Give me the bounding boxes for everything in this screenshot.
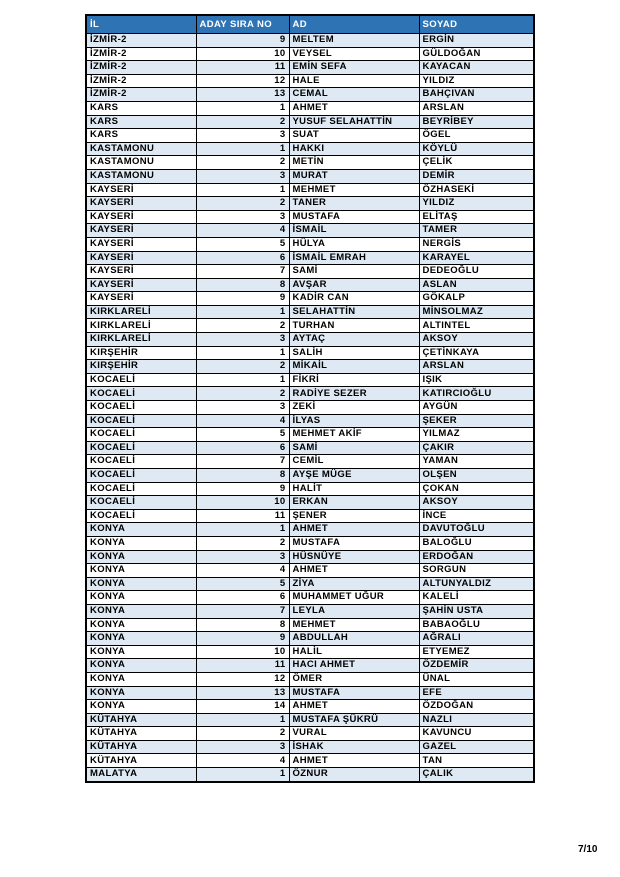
table-row	[86, 768, 534, 782]
table-row	[86, 604, 534, 618]
ad-cell: İSHAK	[289, 740, 419, 754]
sira-no-cell: 13	[196, 686, 289, 700]
il-cell: KOCAELİ	[86, 373, 196, 387]
ad-cell: SAMİ	[289, 441, 419, 455]
soyad-cell: YILMAZ	[419, 428, 534, 442]
table-row	[86, 183, 534, 197]
il-cell: KASTAMONU	[86, 142, 196, 156]
soyad-cell: ÇELİK	[419, 156, 534, 170]
table-row	[86, 659, 534, 673]
soyad-cell: ÖZDEMİR	[419, 659, 534, 673]
sira-no-cell: 1	[196, 373, 289, 387]
table-row	[86, 115, 534, 129]
il-cell: KARS	[86, 129, 196, 143]
ad-cell: ÖZNUR	[289, 768, 419, 782]
table-row	[86, 142, 534, 156]
ad-cell: MELTEM	[289, 34, 419, 48]
sira-no-cell: 5	[196, 577, 289, 591]
soyad-cell: GÖKALP	[419, 292, 534, 306]
soyad-cell: BALOĞLU	[419, 536, 534, 550]
ad-cell: SELAHATTİN	[289, 305, 419, 319]
sira-no-cell: 3	[196, 401, 289, 415]
soyad-cell: ÇOKAN	[419, 482, 534, 496]
sira-no-cell: 3	[196, 210, 289, 224]
soyad-cell: BAHÇIVAN	[419, 88, 534, 102]
soyad-cell: GÜLDOĞAN	[419, 47, 534, 61]
soyad-cell: KARAYEL	[419, 251, 534, 265]
ad-cell: İLYAS	[289, 414, 419, 428]
ad-cell: ERKAN	[289, 496, 419, 510]
il-cell: KONYA	[86, 550, 196, 564]
ad-cell: İSMAİL EMRAH	[289, 251, 419, 265]
ad-cell: ZİYA	[289, 577, 419, 591]
ad-cell: ŞENER	[289, 509, 419, 523]
il-cell: KÜTAHYA	[86, 754, 196, 768]
ad-cell: EMİN SEFA	[289, 61, 419, 75]
table-row	[86, 101, 534, 115]
ad-cell: AHMET	[289, 700, 419, 714]
ad-cell: MURAT	[289, 169, 419, 183]
ad-cell: YUSUF SELAHATTİN	[289, 115, 419, 129]
il-cell: KOCAELİ	[86, 428, 196, 442]
column-header-aday-sira-no: ADAY SIRA NO	[196, 15, 289, 34]
soyad-cell: NAZLI	[419, 713, 534, 727]
il-cell: KOCAELİ	[86, 469, 196, 483]
il-cell: KASTAMONU	[86, 169, 196, 183]
il-cell: KONYA	[86, 618, 196, 632]
sira-no-cell: 1	[196, 523, 289, 537]
table-row	[86, 645, 534, 659]
il-cell: KARS	[86, 101, 196, 115]
ad-cell: MUSTAFA ŞÜKRÜ	[289, 713, 419, 727]
soyad-cell: AĞRALI	[419, 632, 534, 646]
il-cell: İZMİR-2	[86, 61, 196, 75]
sira-no-cell: 1	[196, 305, 289, 319]
sira-no-cell: 12	[196, 672, 289, 686]
sira-no-cell: 1	[196, 142, 289, 156]
soyad-cell: IŞIK	[419, 373, 534, 387]
table-row	[86, 686, 534, 700]
sira-no-cell: 6	[196, 591, 289, 605]
il-cell: KIRŞEHİR	[86, 360, 196, 374]
table-row	[86, 672, 534, 686]
ad-cell: KADİR CAN	[289, 292, 419, 306]
ad-cell: MİKAİL	[289, 360, 419, 374]
sira-no-cell: 1	[196, 183, 289, 197]
ad-cell: HALİL	[289, 645, 419, 659]
sira-no-cell: 10	[196, 496, 289, 510]
soyad-cell: AKSOY	[419, 333, 534, 347]
soyad-cell: ŞEKER	[419, 414, 534, 428]
table-row	[86, 740, 534, 754]
il-cell: KONYA	[86, 564, 196, 578]
ad-cell: MUSTAFA	[289, 210, 419, 224]
table-row	[86, 237, 534, 251]
table-row	[86, 61, 534, 75]
column-header-ad: AD	[289, 15, 419, 34]
table-row	[86, 360, 534, 374]
ad-cell: MUHAMMET UĞUR	[289, 591, 419, 605]
soyad-cell: DEDEOĞLU	[419, 265, 534, 279]
table-row	[86, 618, 534, 632]
soyad-cell: ERDOĞAN	[419, 550, 534, 564]
ad-cell: MEHMET	[289, 618, 419, 632]
soyad-cell: ELİTAŞ	[419, 210, 534, 224]
sira-no-cell: 3	[196, 740, 289, 754]
table-row	[86, 346, 534, 360]
table-row	[86, 251, 534, 265]
il-cell: KONYA	[86, 672, 196, 686]
soyad-cell: OLŞEN	[419, 469, 534, 483]
ad-cell: MUSTAFA	[289, 536, 419, 550]
soyad-cell: ERGİN	[419, 34, 534, 48]
sira-no-cell: 6	[196, 251, 289, 265]
soyad-cell: TAN	[419, 754, 534, 768]
sira-no-cell: 1	[196, 101, 289, 115]
table-row	[86, 88, 534, 102]
sira-no-cell: 11	[196, 659, 289, 673]
table-row	[86, 387, 534, 401]
table-row	[86, 469, 534, 483]
il-cell: KAYSERİ	[86, 197, 196, 211]
il-cell: KONYA	[86, 536, 196, 550]
il-cell: KOCAELİ	[86, 387, 196, 401]
il-cell: KOCAELİ	[86, 414, 196, 428]
table-row	[86, 265, 534, 279]
sira-no-cell: 13	[196, 88, 289, 102]
table-row	[86, 496, 534, 510]
soyad-cell: KAVUNCU	[419, 727, 534, 741]
il-cell: KAYSERİ	[86, 251, 196, 265]
ad-cell: MUSTAFA	[289, 686, 419, 700]
il-cell: KIRKLARELİ	[86, 305, 196, 319]
table-row	[86, 455, 534, 469]
il-cell: KAYSERİ	[86, 265, 196, 279]
il-cell: MALATYA	[86, 768, 196, 782]
il-cell: KAYSERİ	[86, 224, 196, 238]
ad-cell: CEMAL	[289, 88, 419, 102]
soyad-cell: YILDIZ	[419, 197, 534, 211]
table-row	[86, 319, 534, 333]
sira-no-cell: 9	[196, 482, 289, 496]
sira-no-cell: 9	[196, 34, 289, 48]
table-row	[86, 550, 534, 564]
sira-no-cell: 2	[196, 727, 289, 741]
table-row	[86, 156, 534, 170]
il-cell: KOCAELİ	[86, 496, 196, 510]
il-cell: KASTAMONU	[86, 156, 196, 170]
sira-no-cell: 9	[196, 632, 289, 646]
table-row	[86, 333, 534, 347]
ad-cell: AYTAÇ	[289, 333, 419, 347]
il-cell: KIRŞEHİR	[86, 346, 196, 360]
ad-cell: İSMAİL	[289, 224, 419, 238]
soyad-cell: ÖZDOĞAN	[419, 700, 534, 714]
table-row	[86, 441, 534, 455]
il-cell: KÜTAHYA	[86, 727, 196, 741]
soyad-cell: KATIRCIOĞLU	[419, 387, 534, 401]
soyad-cell: AKSOY	[419, 496, 534, 510]
sira-no-cell: 3	[196, 129, 289, 143]
soyad-cell: DEMİR	[419, 169, 534, 183]
il-cell: KARS	[86, 115, 196, 129]
sira-no-cell: 7	[196, 604, 289, 618]
table-row	[86, 482, 534, 496]
ad-cell: SUAT	[289, 129, 419, 143]
soyad-cell: DAVUTOĞLU	[419, 523, 534, 537]
soyad-cell: ÇAKIR	[419, 441, 534, 455]
ad-cell: VURAL	[289, 727, 419, 741]
table-row	[86, 401, 534, 415]
sira-no-cell: 1	[196, 346, 289, 360]
sira-no-cell: 1	[196, 768, 289, 782]
il-cell: KONYA	[86, 523, 196, 537]
sira-no-cell: 8	[196, 469, 289, 483]
soyad-cell: ÇALIK	[419, 768, 534, 782]
soyad-cell: ETYEMEZ	[419, 645, 534, 659]
il-cell: İZMİR-2	[86, 47, 196, 61]
soyad-cell: ÇETİNKAYA	[419, 346, 534, 360]
sira-no-cell: 8	[196, 618, 289, 632]
sira-no-cell: 5	[196, 428, 289, 442]
il-cell: KÜTAHYA	[86, 740, 196, 754]
ad-cell: RADİYE SEZER	[289, 387, 419, 401]
ad-cell: ABDULLAH	[289, 632, 419, 646]
il-cell: KONYA	[86, 645, 196, 659]
table-row	[86, 305, 534, 319]
sira-no-cell: 2	[196, 387, 289, 401]
table-row	[86, 210, 534, 224]
il-cell: KAYSERİ	[86, 278, 196, 292]
il-cell: KONYA	[86, 577, 196, 591]
il-cell: KONYA	[86, 700, 196, 714]
table-row	[86, 74, 534, 88]
il-cell: KAYSERİ	[86, 183, 196, 197]
soyad-cell: ÖGEL	[419, 129, 534, 143]
il-cell: KAYSERİ	[86, 292, 196, 306]
table-row	[86, 700, 534, 714]
soyad-cell: ALTINTEL	[419, 319, 534, 333]
sira-no-cell: 7	[196, 265, 289, 279]
sira-no-cell: 1	[196, 713, 289, 727]
il-cell: KÜTAHYA	[86, 713, 196, 727]
ad-cell: ZEKİ	[289, 401, 419, 415]
il-cell: İZMİR-2	[86, 74, 196, 88]
sira-no-cell: 8	[196, 278, 289, 292]
ad-cell: LEYLA	[289, 604, 419, 618]
table-row	[86, 373, 534, 387]
candidates-table	[85, 14, 535, 783]
ad-cell: TURHAN	[289, 319, 419, 333]
table-row	[86, 414, 534, 428]
ad-cell: METİN	[289, 156, 419, 170]
ad-cell: AHMET	[289, 754, 419, 768]
sira-no-cell: 11	[196, 509, 289, 523]
column-header-il: İL	[86, 15, 196, 34]
il-cell: KIRKLARELİ	[86, 319, 196, 333]
table-row	[86, 523, 534, 537]
sira-no-cell: 2	[196, 115, 289, 129]
sira-no-cell: 2	[196, 536, 289, 550]
soyad-cell: KALELİ	[419, 591, 534, 605]
il-cell: KOCAELİ	[86, 441, 196, 455]
sira-no-cell: 3	[196, 169, 289, 183]
soyad-cell: EFE	[419, 686, 534, 700]
ad-cell: FİKRİ	[289, 373, 419, 387]
sira-no-cell: 2	[196, 197, 289, 211]
soyad-cell: ŞAHİN USTA	[419, 604, 534, 618]
ad-cell: AVŞAR	[289, 278, 419, 292]
il-cell: KONYA	[86, 591, 196, 605]
sira-no-cell: 10	[196, 645, 289, 659]
table-row	[86, 577, 534, 591]
table-row	[86, 632, 534, 646]
sira-no-cell: 2	[196, 319, 289, 333]
ad-cell: VEYSEL	[289, 47, 419, 61]
sira-no-cell: 4	[196, 414, 289, 428]
table-row	[86, 34, 534, 48]
table-row	[86, 292, 534, 306]
il-cell: KOCAELİ	[86, 455, 196, 469]
soyad-cell: SORGUN	[419, 564, 534, 578]
table-row	[86, 278, 534, 292]
il-cell: İZMİR-2	[86, 88, 196, 102]
il-cell: İZMİR-2	[86, 34, 196, 48]
table-row	[86, 428, 534, 442]
ad-cell: HÜLYA	[289, 237, 419, 251]
table-row	[86, 591, 534, 605]
soyad-cell: TAMER	[419, 224, 534, 238]
soyad-cell: KÖYLÜ	[419, 142, 534, 156]
il-cell: KAYSERİ	[86, 210, 196, 224]
soyad-cell: ASLAN	[419, 278, 534, 292]
table-header-row	[86, 15, 534, 34]
ad-cell: SALİH	[289, 346, 419, 360]
soyad-cell: İNCE	[419, 509, 534, 523]
table-row	[86, 509, 534, 523]
table-row	[86, 564, 534, 578]
table-row	[86, 197, 534, 211]
il-cell: KONYA	[86, 659, 196, 673]
ad-cell: AYŞE MÜGE	[289, 469, 419, 483]
ad-cell: HALE	[289, 74, 419, 88]
soyad-cell: ARSLAN	[419, 360, 534, 374]
table-body	[86, 34, 534, 782]
il-cell: KONYA	[86, 604, 196, 618]
table-row	[86, 129, 534, 143]
sira-no-cell: 7	[196, 455, 289, 469]
sira-no-cell: 4	[196, 224, 289, 238]
sira-no-cell: 4	[196, 754, 289, 768]
ad-cell: MEHMET AKİF	[289, 428, 419, 442]
soyad-cell: ARSLAN	[419, 101, 534, 115]
soyad-cell: ÖZHASEKİ	[419, 183, 534, 197]
ad-cell: CEMİL	[289, 455, 419, 469]
ad-cell: AHMET	[289, 564, 419, 578]
table-row	[86, 536, 534, 550]
soyad-cell: YILDIZ	[419, 74, 534, 88]
ad-cell: AHMET	[289, 523, 419, 537]
ad-cell: ÖMER	[289, 672, 419, 686]
soyad-cell: ALTUNYALDIZ	[419, 577, 534, 591]
il-cell: KONYA	[86, 686, 196, 700]
soyad-cell: GAZEL	[419, 740, 534, 754]
soyad-cell: NERGİS	[419, 237, 534, 251]
ad-cell: AHMET	[289, 101, 419, 115]
ad-cell: HALİT	[289, 482, 419, 496]
ad-cell: HÜSNÜYE	[289, 550, 419, 564]
ad-cell: MEHMET	[289, 183, 419, 197]
ad-cell: HAKKI	[289, 142, 419, 156]
il-cell: KOCAELİ	[86, 482, 196, 496]
sira-no-cell: 11	[196, 61, 289, 75]
table-row	[86, 727, 534, 741]
sira-no-cell: 14	[196, 700, 289, 714]
page-number: 7/10	[578, 844, 598, 855]
ad-cell: TANER	[289, 197, 419, 211]
soyad-cell: KAYACAN	[419, 61, 534, 75]
sira-no-cell: 2	[196, 156, 289, 170]
il-cell: KOCAELİ	[86, 401, 196, 415]
soyad-cell: BEYRİBEY	[419, 115, 534, 129]
sira-no-cell: 3	[196, 550, 289, 564]
ad-cell: HACI AHMET	[289, 659, 419, 673]
soyad-cell: BABAOĞLU	[419, 618, 534, 632]
il-cell: KIRKLARELİ	[86, 333, 196, 347]
sira-no-cell: 3	[196, 333, 289, 347]
table-row	[86, 47, 534, 61]
soyad-cell: AYGÜN	[419, 401, 534, 415]
sira-no-cell: 12	[196, 74, 289, 88]
soyad-cell: ÜNAL	[419, 672, 534, 686]
ad-cell: SAMİ	[289, 265, 419, 279]
column-header-soyad: SOYAD	[419, 15, 534, 34]
table-row	[86, 713, 534, 727]
il-cell: KOCAELİ	[86, 509, 196, 523]
sira-no-cell: 2	[196, 360, 289, 374]
soyad-cell: MİNSOLMAZ	[419, 305, 534, 319]
sira-no-cell: 9	[196, 292, 289, 306]
il-cell: KONYA	[86, 632, 196, 646]
sira-no-cell: 10	[196, 47, 289, 61]
sira-no-cell: 5	[196, 237, 289, 251]
sira-no-cell: 6	[196, 441, 289, 455]
table-row	[86, 224, 534, 238]
sira-no-cell: 4	[196, 564, 289, 578]
table-row	[86, 754, 534, 768]
soyad-cell: YAMAN	[419, 455, 534, 469]
il-cell: KAYSERİ	[86, 237, 196, 251]
table-row	[86, 169, 534, 183]
